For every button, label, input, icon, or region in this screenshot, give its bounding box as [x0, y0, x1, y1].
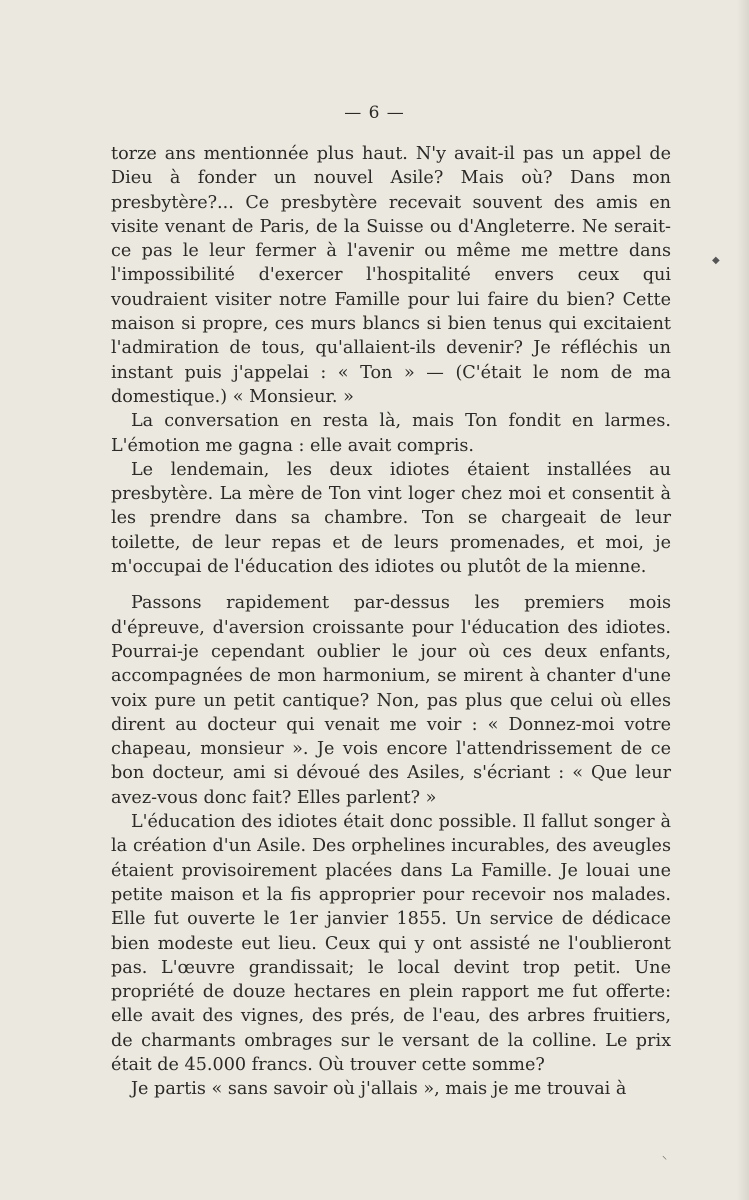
page-edge-shadow [737, 0, 749, 1200]
paragraph-5: L'éducation des idiotes était donc possible. Il fallut songer à la création d'un Asile. Des orphelines incurables, des aveugles étaient provisoirement placées dans La Famille. Je louai une petite maison et la fis approprier pour recevoir nos malades. Elle fut ouverte le 1er janvier 1855. Un service de dédicace bien modeste eut lieu. Ceux qui y ont assisté ne l'oublieront pas. L'œuvre grandissait; le local devint trop petit. Une propriété de douze hectares en plein rapport me fut offerte: elle avait des vignes, des prés, de l'eau, des arbres fruitiers, de charmants ombrages sur le versant de la colline. Le prix était de 45.000 francs. Où trouver cette somme? [111, 812, 671, 1075]
page-number: — 6 — [344, 103, 405, 123]
paragraph-gap [111, 579, 671, 591]
margin-tick: ⸌ [662, 1155, 667, 1166]
paragraph-1: torze ans mentionnée plus haut. N'y avait-il pas un appel de Dieu à fonder un nouvel Asile? Mais où? Dans mon presbytère?... Ce presbytère recevait souvent des amis en visite venant de Paris, de la Suisse ou d'Angleterre. Ne serait-ce pas le leur fermer à l'avenir ou même me mettre dans l'impossibilité d'exercer l'hospitalité envers ceux qui voudraient visiter notre Famille pour lui faire du bien? Cette maison si propre, ces murs blancs si bien tenus qui excitaient l'admiration de tous, qu'allaient-ils devenir? Je réfléchis un instant puis j'appelai : « Ton » — (C'était le nom de ma domestique.) « Monsieur. » [111, 144, 671, 407]
paragraph-2: La conversation en resta là, mais Ton fondit en larmes. L'émotion me gagna : elle avait compris. [111, 411, 671, 456]
body-text [111, 142, 671, 1102]
margin-dot: ◆ [712, 255, 720, 266]
paragraph-3: Le lendemain, les deux idiotes étaient installées au presbytère. La mère de Ton vint loger chez moi et consentit à les prendre dans sa chambre. Ton se chargeait de leur toilette, de leur repas et de leurs promenades, et moi, je m'occupai de l'éducation des idiotes ou plutôt de la mienne. [111, 459, 671, 578]
paragraph-6: Je partis « sans savoir où j'allais », mais je me trouvai à [131, 1079, 627, 1100]
paragraph-4: Passons rapidement par-dessus les premiers mois d'épreuve, d'aversion croissante pour l'éducation des idiotes. Pourrai-je cependant oublier le jour où ces deux enfants, accompagnées de mon harmonium, se mirent à chanter d'une voix pure un petit cantique? Non, pas plus que celui où elles dirent au docteur qui venait me voir : « Donnez-moi votre chapeau, monsieur ». Je vois encore l'attendrissement de ce bon docteur, ami si dévoué des Asiles, s'écriant : « Que leur avez-vous donc fait? Elles parlent? » [111, 593, 671, 808]
